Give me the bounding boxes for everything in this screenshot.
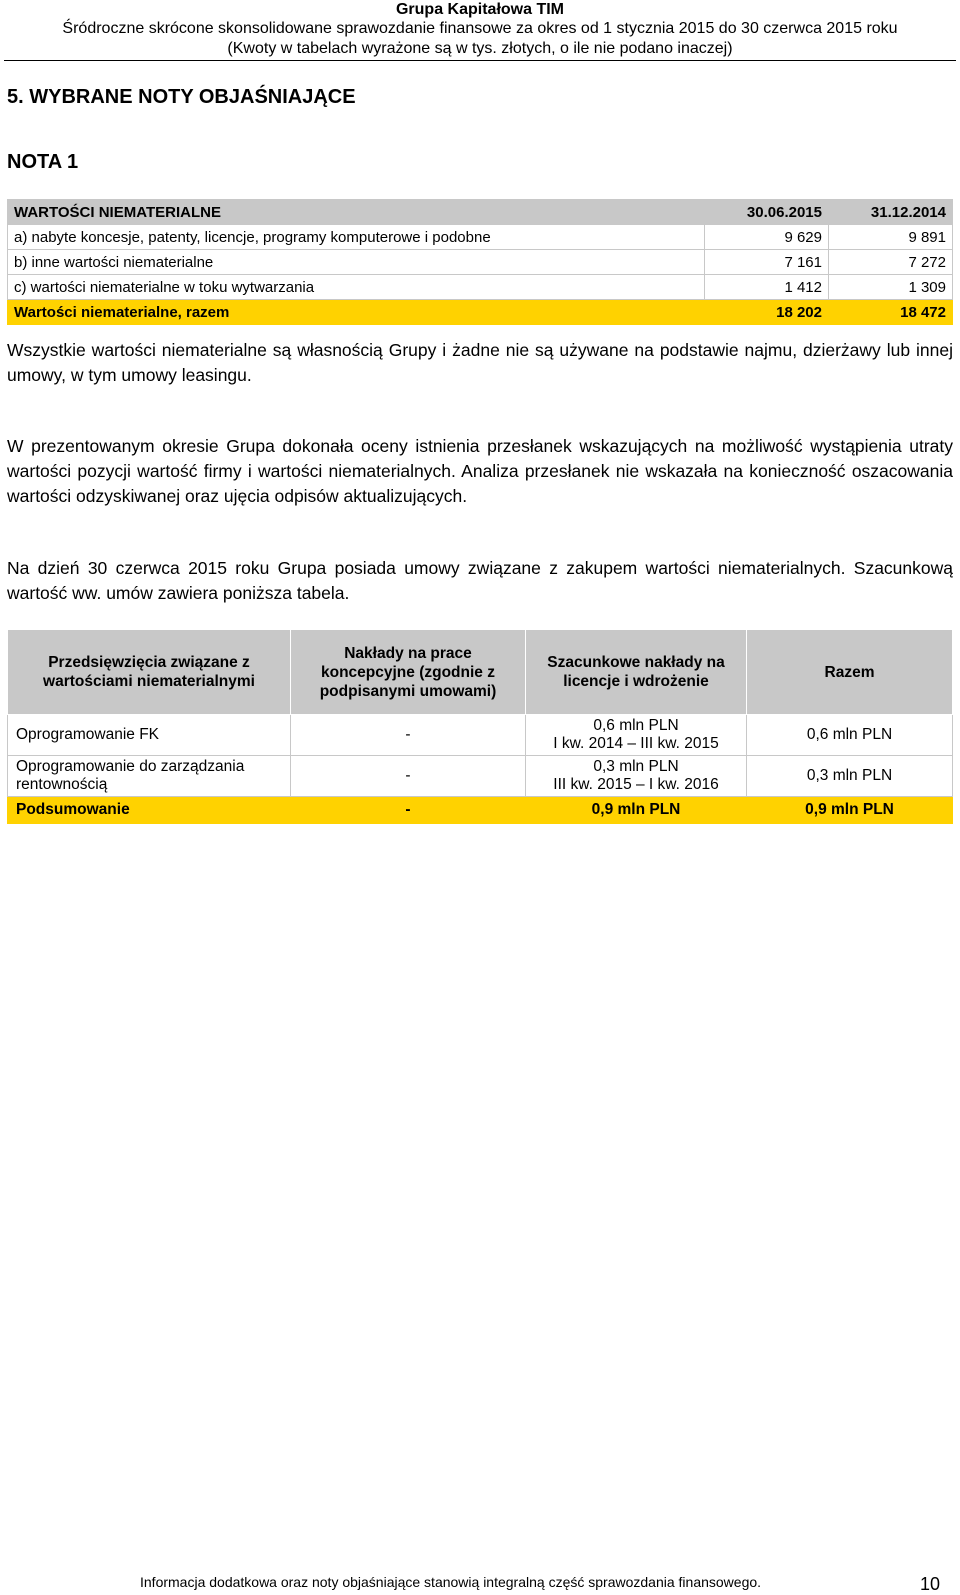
license-period: I kw. 2014 – III kw. 2015 xyxy=(553,735,719,752)
row-total: 0,3 mln PLN xyxy=(747,756,953,797)
license-period: III kw. 2015 – I kw. 2016 xyxy=(553,776,719,793)
table-row xyxy=(8,275,953,300)
summary-concept: - xyxy=(291,797,526,824)
table-header-row xyxy=(8,200,953,225)
license-cost xyxy=(526,756,747,797)
contracts-header-row xyxy=(8,630,953,715)
project-name: Oprogramowanie FK xyxy=(8,715,291,756)
row-value-2014: 9 891 xyxy=(829,225,953,250)
report-title: Śródroczne skrócone skonsolidowane sprawozdanie finansowe za okres od 1 stycznia 2015 do 30 czerwca 2015 roku xyxy=(62,20,898,37)
header-total: Razem xyxy=(747,630,953,715)
contracts-table xyxy=(7,629,953,824)
header-label: WARTOŚCI NIEMATERIALNE xyxy=(8,200,705,225)
summary-license: 0,9 mln PLN xyxy=(526,797,747,824)
header-concept: Nakłady na prace koncepcyjne (zgodnie z podpisanymi umowami) xyxy=(291,630,526,715)
row-value-2015: 1 412 xyxy=(705,275,829,300)
row-label: a) nabyte koncesje, patenty, licencje, programy komputerowe i podobne xyxy=(8,225,705,250)
row-value-2015: 9 629 xyxy=(705,225,829,250)
table-row xyxy=(8,715,953,756)
header-col2: 31.12.2014 xyxy=(829,200,953,225)
license-cost xyxy=(526,715,747,756)
total-label: Wartości niematerialne, razem xyxy=(8,300,705,325)
license-amount: 0,3 mln PLN xyxy=(593,758,679,775)
note-title: NOTA 1 xyxy=(7,151,79,173)
amounts-note: (Kwoty w tabelach wyrażone są w tys. złotych, o ile nie podano inaczej) xyxy=(227,40,733,57)
page-number: 10 xyxy=(919,1574,940,1594)
table-row xyxy=(8,756,953,797)
intangible-assets-table xyxy=(7,199,953,325)
paragraph-ownership: Wszystkie wartości niematerialne są własnością Grupy i żadne nie są używane na podstawie najmu, dzierżawy lub innej umowy, w tym umowy leasingu. xyxy=(7,340,953,385)
row-label: b) inne wartości niematerialne xyxy=(8,250,705,275)
concept-cost: - xyxy=(291,715,526,756)
section-title: 5. WYBRANE NOTY OBJAŚNIAJĄCE xyxy=(7,86,356,108)
paragraph-impairment: W prezentowanym okresie Grupa dokonała oceny istnienia przesłanek wskazujących na możliwość wystąpienia utraty wartości pozycji wartość firmy i wartości niematerialnych. Analiza przesłanek nie wskazała na konieczność oszacowania wartości odzyskiwanej oraz ujęcia odpisów aktualizujących. xyxy=(7,436,953,506)
paragraph-contracts: Na dzień 30 czerwca 2015 roku Grupa posiada umowy związane z zakupem wartości niematerialnych. Szacunkową wartość ww. umów zawiera poniższa tabela. xyxy=(7,558,953,603)
page-header xyxy=(0,0,960,59)
license-amount: 0,6 mln PLN xyxy=(593,717,679,734)
company-name: Grupa Kapitałowa TIM xyxy=(395,1,564,18)
header-license: Szacunkowe nakłady na licencje i wdrożenie xyxy=(526,630,747,715)
table-row xyxy=(8,225,953,250)
row-total: 0,6 mln PLN xyxy=(747,715,953,756)
header-project: Przedsięwzięcia związane z wartościami niematerialnymi xyxy=(8,630,291,715)
row-value-2015: 7 161 xyxy=(705,250,829,275)
summary-total: 0,9 mln PLN xyxy=(747,797,953,824)
row-label: c) wartości niematerialne w toku wytwarzania xyxy=(8,275,705,300)
header-divider xyxy=(4,60,956,61)
row-value-2014: 7 272 xyxy=(829,250,953,275)
summary-label: Podsumowanie xyxy=(8,797,291,824)
total-value-2014: 18 472 xyxy=(829,300,953,325)
concept-cost: - xyxy=(291,756,526,797)
project-name: Oprogramowanie do zarządzania rentownością xyxy=(8,756,291,797)
footer-note: Informacja dodatkowa oraz noty objaśniające stanowią integralną część sprawozdania finansowego. xyxy=(140,1574,762,1590)
header-col1: 30.06.2015 xyxy=(705,200,829,225)
table-row xyxy=(8,250,953,275)
row-value-2014: 1 309 xyxy=(829,275,953,300)
table-total-row xyxy=(8,300,953,325)
summary-row xyxy=(8,797,953,824)
total-value-2015: 18 202 xyxy=(705,300,829,325)
